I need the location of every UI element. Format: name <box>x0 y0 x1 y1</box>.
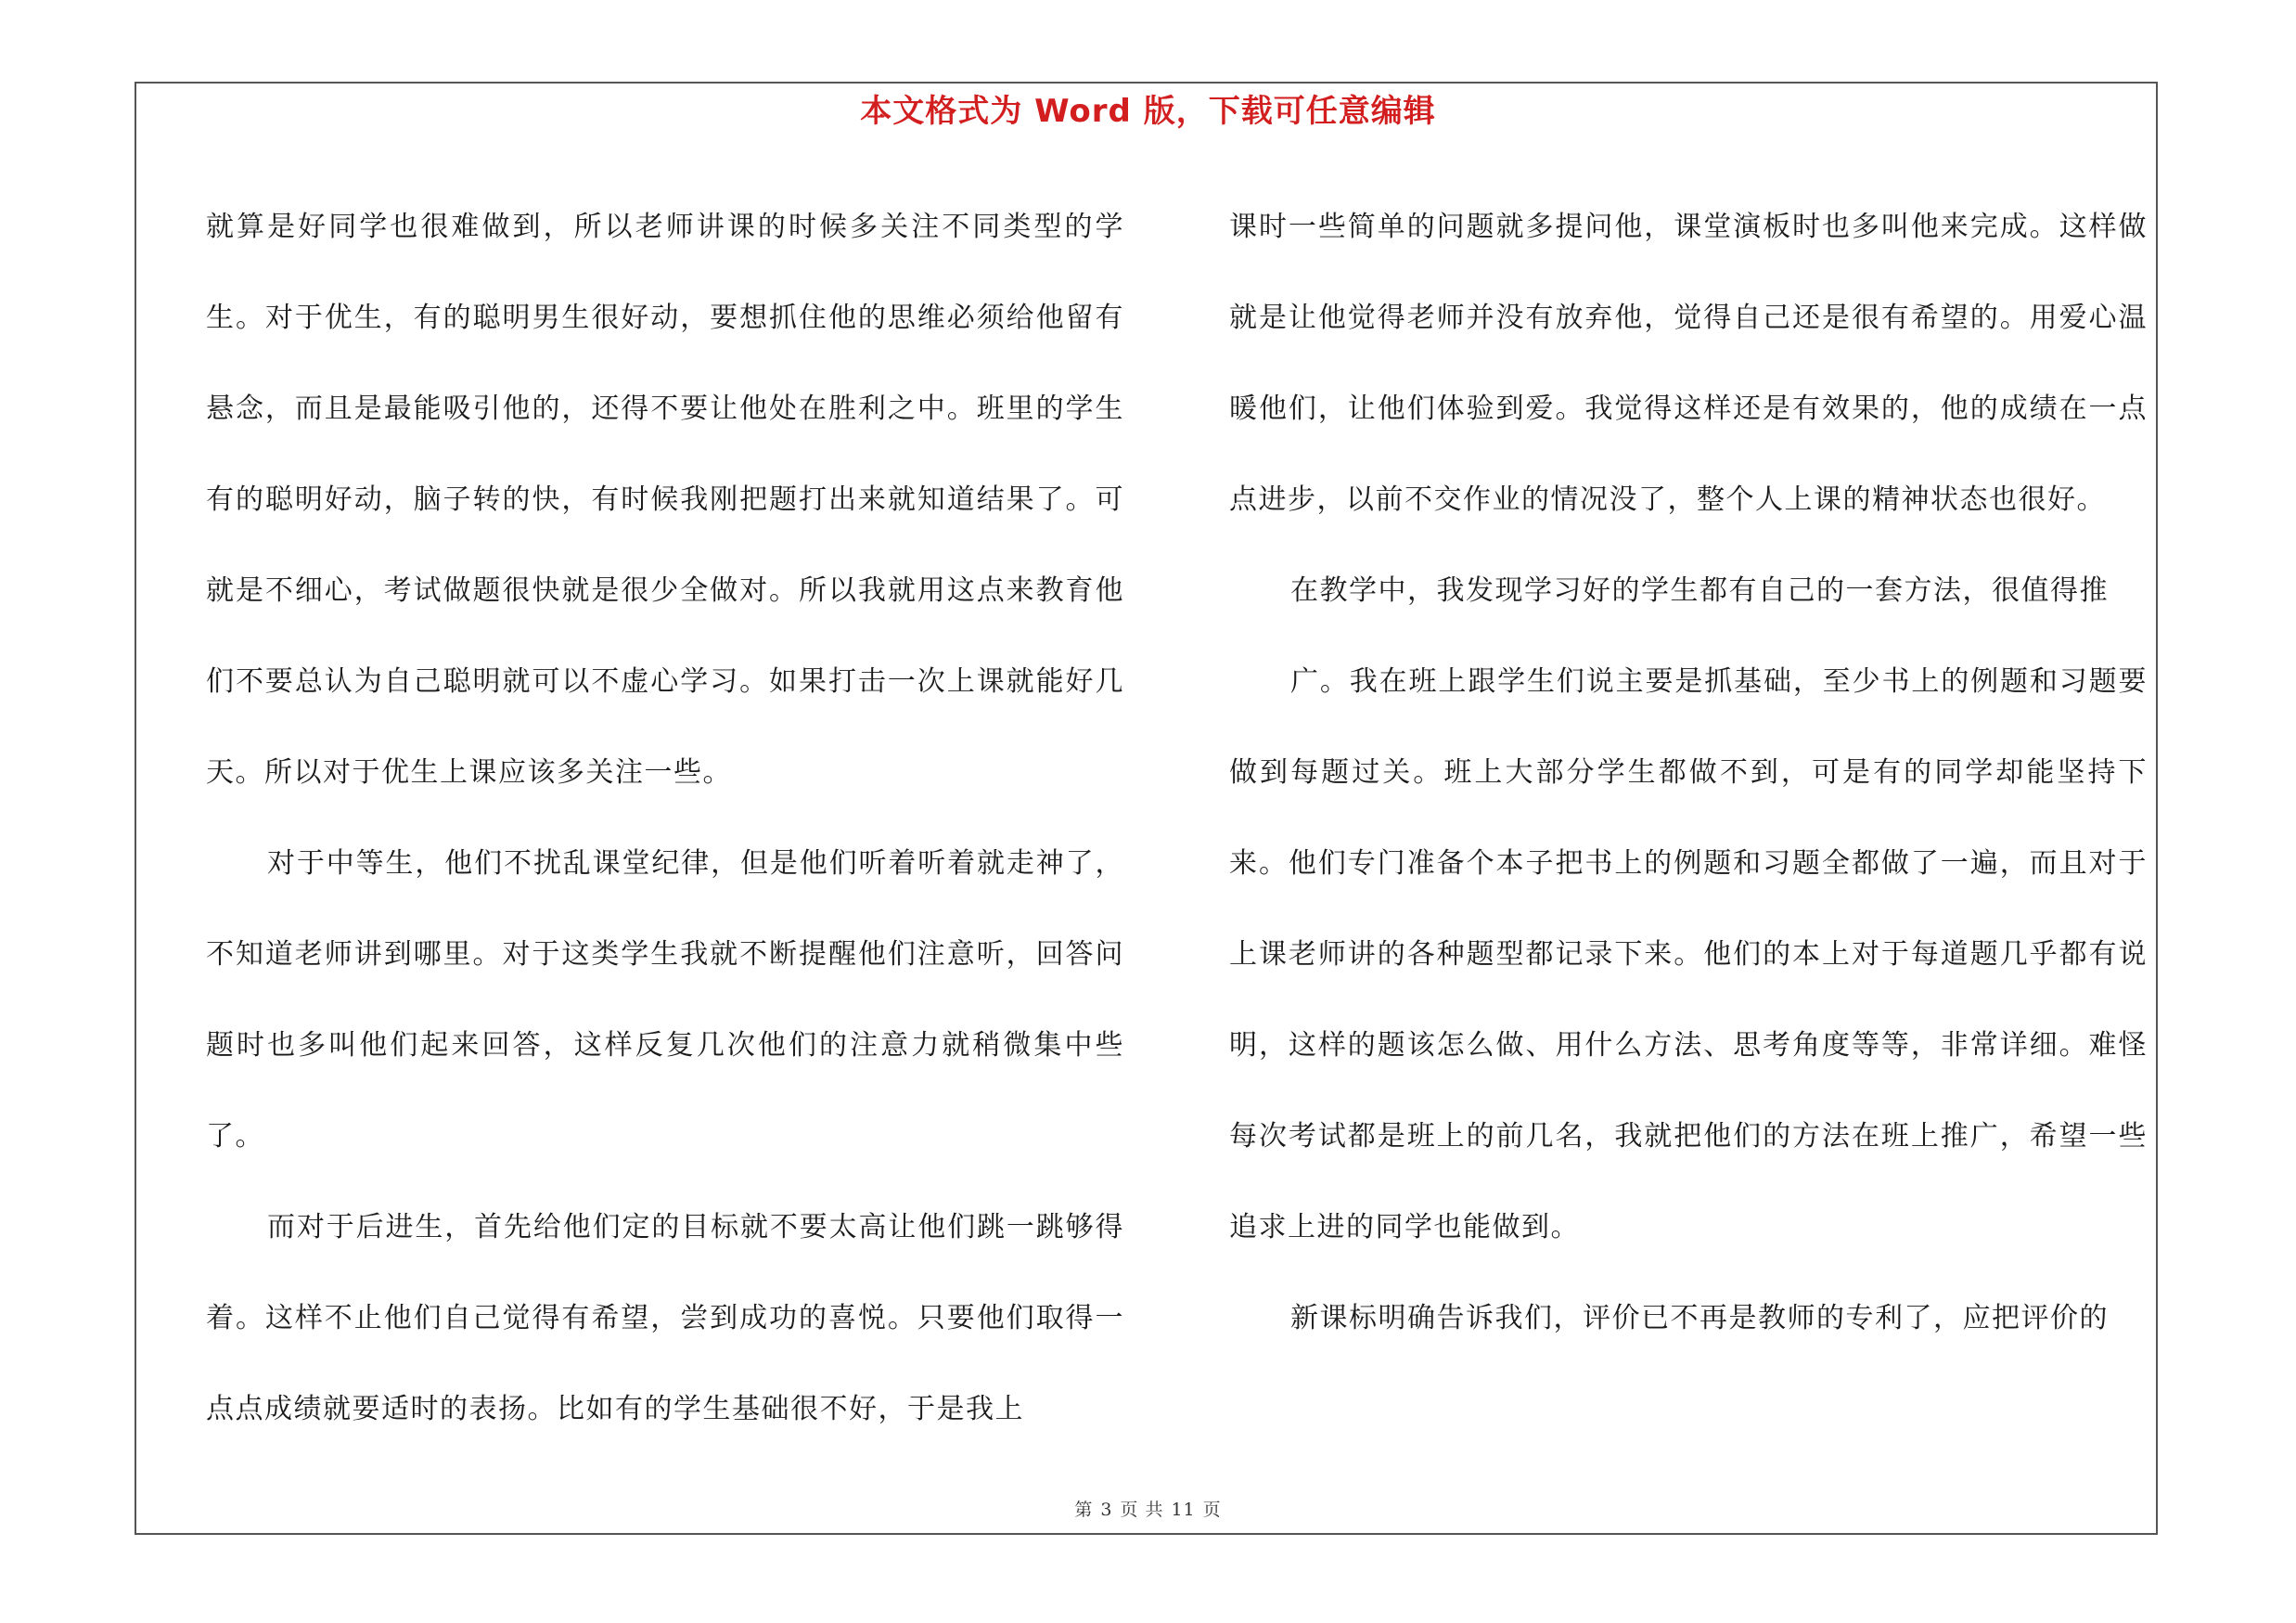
footer-middle: 页 共 <box>1120 1500 1164 1520</box>
footer-suffix: 页 <box>1202 1500 1222 1520</box>
format-notice-header: 本文格式为 Word 版，下载可任意编辑 <box>860 93 1436 130</box>
paragraph: 新课标明确告诉我们，评价已不再是教师的专利了，应把评价的 <box>1290 1302 2109 1334</box>
paragraph: 广。我在班上跟学生们说主要是抓基础，至少书上的例题和习题要做到每题过关。班上大部分学生都做不到，可是有的同学却能坚持下来。他们专门准备个本子把书上的例题和习题全都做了一遍，而且对于上课老师讲的各种题型都记录下来。他们的本上对于每道题几乎都有说明，这样的题该怎么做、用什么方法、思考角度等等，非常详细。难怪每次考试都是班上的前几名，我就把他们的方法在班上推广，希望一些追求上进的同学也能做到。 <box>1229 665 2148 1243</box>
paragraph: 就算是好同学也很难做到，所以老师讲课的时候多关注不同类型的学生。对于优生，有的聪明男生很好动，要想抓住他的思维必须给他留有悬念，而且是最能吸引他的，还得不要让他处在胜利之中。班里的学生有的聪明好动，脑子转的快，有时候我刚把题打出来就知道结果了。可就是不细心，考试做题很快就是很少全做对。所以我就用这点来教育他们不要总认为自己聪明就可以不虚心学习。如果打击一次上课就能好几天。所以对于优生上课应该多关注一些。 <box>206 211 1124 789</box>
paragraph: 在教学中，我发现学习好的学生都有自己的一套方法，很值得推 <box>1290 574 2109 607</box>
page-number: 3 <box>1100 1500 1113 1520</box>
footer-prefix: 第 <box>1074 1500 1094 1520</box>
total-pages: 11 <box>1171 1500 1196 1520</box>
paragraph: 对于中等生，他们不扰乱课堂纪律，但是他们听着听着就走神了，不知道老师讲到哪里。对于这类学生我就不断提醒他们注意听，回答问题时也多叫他们起来回答，这样反复几次他们的注意力就稍微集中些了。 <box>206 847 1124 1153</box>
right-text-column <box>1229 182 2148 1364</box>
left-text-column <box>206 182 1124 1455</box>
paragraph: 而对于后进生，首先给他们定的目标就不要太高让他们跳一跳够得着。这样不止他们自己觉得有希望，尝到成功的喜悦。只要他们取得一点点成绩就要适时的表扬。比如有的学生基础很不好，于是我上 <box>206 1211 1124 1425</box>
page-footer <box>0 1496 2296 1521</box>
paragraph: 课时一些简单的问题就多提问他，课堂演板时也多叫他来完成。这样做就是让他觉得老师并没有放弃他，觉得自己还是很有希望的。用爱心温暖他们，让他们体验到爱。我觉得这样还是有效果的，他的成绩在一点点进步，以前不交作业的情况没了，整个人上课的精神状态也很好。 <box>1229 211 2148 516</box>
